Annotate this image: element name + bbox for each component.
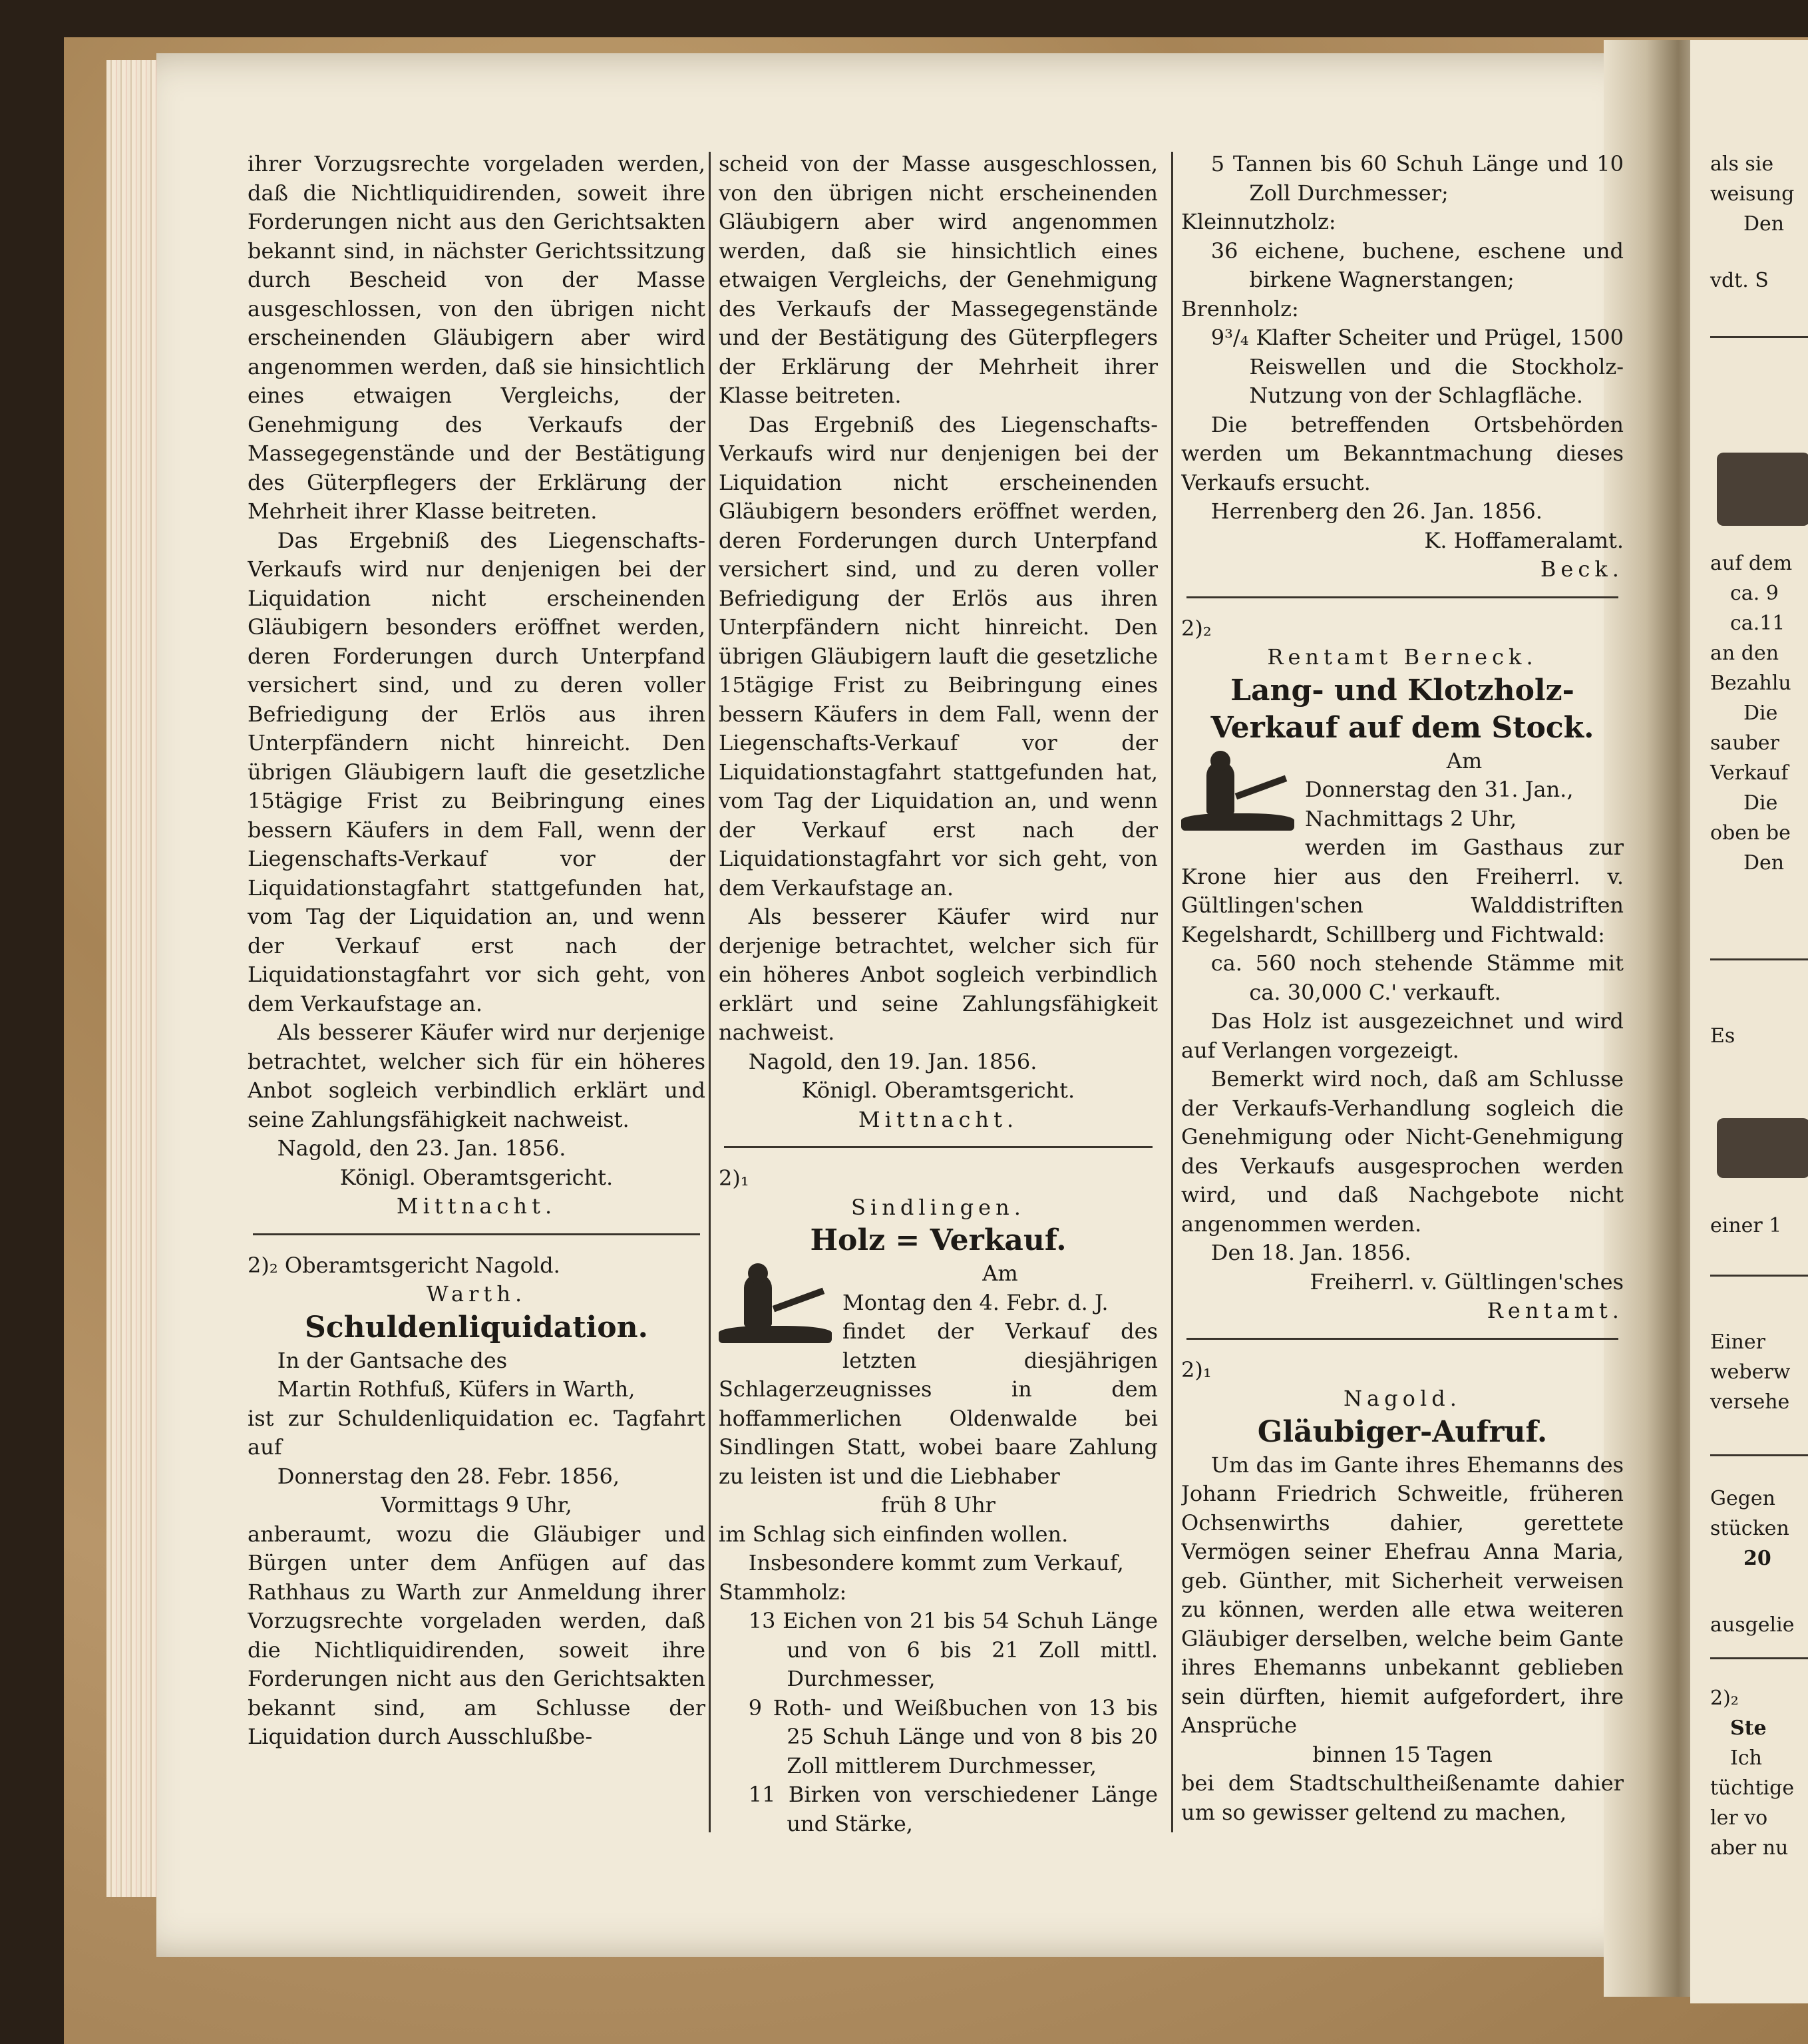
paragraph: ihrer Vorzugsrechte vorgeladen werden, daß die Nichtliquidirenden, soweit ihre Forderungen nicht aus den Gerichtsakten bekannt sind, in nächster Gerichtssitzung durch Bescheid von der Masse ausgeschlossen, von den übrigen nicht erscheinenden Gläubigern aber wird angenommen werden, daß sie hinsichtlich eines etwaigen Vergleichs, der Genehmigung des Verkaufs der Massegegenstände und der Bestätigung des Güterpflegers der Erklärung der Mehrheit ihrer Klasse beitreten. <box>248 151 705 524</box>
fragment-text: ca.11 <box>1730 612 1785 635</box>
section-divider <box>1186 1338 1618 1340</box>
office-line: Königl. Oberamtsgericht. <box>339 1164 614 1190</box>
fragment-rule <box>1710 1275 1808 1277</box>
paragraph: werden im Gasthaus zur Krone hier aus den Freiherrl. v. Gültlingen'schen Walddistriften Kegelshardt, Schillberg und Fichtwald: <box>1181 835 1624 947</box>
signature: Beck. <box>1540 556 1624 582</box>
section-divider <box>1186 596 1618 598</box>
notice-title: Lang- und Klotzholz-Verkauf auf dem Stock. <box>1210 673 1594 745</box>
paragraph: Martin Rothfuß, Küfers in Warth, <box>277 1376 635 1402</box>
column-divider <box>1171 152 1173 1832</box>
notice-title: Holz = Verkauf. <box>810 1223 1067 1257</box>
time-line: Nachmittags 2 Uhr, <box>1305 805 1517 831</box>
fragment-text: weisung <box>1710 182 1795 206</box>
fragment-text: Verkauf <box>1710 761 1789 785</box>
woodcutter-illustration <box>1181 751 1294 831</box>
paragraph: Um das im Gante ihres Ehemanns des Johann Friedrich Schweitle, früheren Ochsenwirths dahier, gerettete Vermögen seiner Ehefrau Anna Maria, geb. Günther, mit Sicherheit verweisen zu können, werden alle etwa weiteren Gläubiger derselben, welche beim Gante ihres Ehemanns unbekannt geblieben sein dürften, hiemit aufgefordert, ihre Ansprüche <box>1181 1452 1624 1738</box>
fragment-text: Einer <box>1710 1330 1765 1354</box>
office-line: Freiherrl. v. Gültlingen'sches <box>1310 1269 1624 1295</box>
signature: Mittnacht. <box>858 1106 1019 1132</box>
notice-number: 2)₂ <box>1181 615 1212 641</box>
fragment-text: Bezahlu <box>1710 672 1791 695</box>
fragment-text: aber nu <box>1710 1836 1789 1860</box>
fragment-text: oben be <box>1710 821 1791 845</box>
notice-place: Rentamt Berneck. <box>1267 644 1538 670</box>
fragment-text: auf dem <box>1710 552 1793 575</box>
list-item: ca. 560 noch stehende Stämme mit ca. 30,000 C.' verkauft. <box>1210 950 1624 1005</box>
next-page-fragment <box>1690 40 1808 2003</box>
notice-number: 2)₁ <box>1181 1356 1212 1382</box>
fragment-illustration <box>1717 1118 1808 1178</box>
time-line: binnen 15 Tagen <box>1312 1741 1493 1767</box>
fragment-rule <box>1710 1454 1808 1456</box>
paragraph: Kleinnutzholz: <box>1181 209 1336 234</box>
paragraph: findet der Verkauf des letzten diesjährigen Schlagerzeugnisses in dem hoffammerlichen Oldenwalde bei Sindlingen Statt, wobei baare Zahlung zu leisten ist und die Liebhaber <box>719 1319 1158 1489</box>
fragment-text: 20 <box>1743 1547 1771 1570</box>
list-item: 9³/₄ Klafter Scheiter und Prügel, 1500 Reiswellen und die Stockholz-Nutzung von der Schlagfläche. <box>1210 325 1624 408</box>
section-divider <box>253 1233 700 1235</box>
fragment-text: als sie <box>1710 152 1774 176</box>
signature: Rentamt. <box>1487 1298 1624 1323</box>
fragment-text: vdt. S <box>1710 269 1769 292</box>
column-3 <box>1181 150 1624 1894</box>
fragment-text: an den <box>1710 642 1779 665</box>
fragment-rule <box>1710 336 1808 338</box>
date-line: Donnerstag den 28. Febr. 1856, <box>277 1463 620 1489</box>
fragment-text: 2)₂ <box>1710 1687 1739 1710</box>
notice-place: Warth. <box>426 1281 527 1307</box>
fragment-text: Den <box>1743 212 1785 236</box>
paragraph: anberaumt, wozu die Gläubiger und Bürgen unter dem Anfügen auf das Rathhaus zu Warth zur Anmeldung ihrer Vorzugsrechte vorgeladen werden, daß die Nichtliquidirenden, soweit ihre Forderungen nicht aus den Gerichtsakten bekannt sind, am Schlusse der Liquidation durch Ausschlußbe- <box>248 1521 705 1749</box>
signature: Mittnacht. <box>396 1193 557 1219</box>
paragraph: Als besserer Käufer wird nur derjenige betrachtet, welcher sich für ein höheres Anbot sogleich verbindlich erklärt und seine Zahlungsfähigkeit nachweist. <box>248 1020 705 1132</box>
fragment-text: Gegen <box>1710 1487 1775 1510</box>
fragment-text: Ste <box>1730 1717 1767 1740</box>
paragraph: im Schlag sich einfinden wollen. <box>719 1521 1069 1547</box>
column-divider <box>709 152 711 1832</box>
notice-number: 2)₁ <box>719 1165 749 1191</box>
fragment-text: Die <box>1743 702 1778 725</box>
paragraph: Am <box>1446 747 1483 773</box>
paragraph: scheid von der Masse ausgeschlossen, von den übrigen nicht erscheinenden Gläubigern aber wird angenommen werden, daß sie hinsichtlich eines etwaigen Vergleichs, der Genehmigung des Verkaufs der Massegegenstände und der Bestätigung des Güterpflegers der Erklärung der Mehrheit ihrer Klasse beitreten. <box>719 151 1158 408</box>
paragraph: Brennholz: <box>1181 296 1299 321</box>
paragraph: Als besserer Käufer wird nur derjenige betrachtet, welcher sich für ein höheres Anbot sogleich verbindlich erklärt und seine Zahlungsfähigkeit nachweist. <box>719 904 1158 1045</box>
office-line: K. Hoffameralamt. <box>1424 527 1624 553</box>
section-divider <box>724 1146 1153 1148</box>
fragment-text: ca. 9 <box>1730 582 1779 605</box>
fragment-text: Die <box>1743 791 1778 815</box>
notice-place: Sindlingen. <box>851 1194 1025 1220</box>
woodcutter-illustration <box>719 1263 832 1343</box>
time-line: Vormittags 9 Uhr, <box>381 1492 572 1518</box>
paragraph: Das Ergebniß des Liegenschafts-Verkaufs wird nur denjenigen bei der Liquidation nicht erscheinenden Gläubigern besonders eröffnet werden, deren Forderungen durch Unterpfand versichert sind, und zu deren voller Befriedigung der Erlös aus ihren Unterpfändern nicht hinreicht. Den übrigen Gläubigern lauft die gesetzliche 15tägige Frist zu Beibringung eines bessern Käufers in dem Fall, wenn der Liegenschafts-Verkauf vor der Liquidationstagfahrt stattgefunden hat, vom Tag der Liquidation an, und wenn der Verkauf erst nach der Liquidationstagfahrt vor sich geht, von dem Verkaufstage an. <box>248 527 705 1016</box>
list-item: 5 Tannen bis 60 Schuh Länge und 10 Zoll Durchmesser; <box>1210 151 1624 206</box>
fragment-text: versehe <box>1710 1390 1790 1414</box>
fragment-text: Ich <box>1730 1746 1762 1770</box>
fragment-text: tüchtige <box>1710 1776 1795 1800</box>
fragment-text: Es <box>1710 1024 1735 1048</box>
paragraph: In der Gantsache des <box>277 1347 508 1373</box>
column-1 <box>248 150 705 1894</box>
fragment-text: Den <box>1743 851 1785 875</box>
date-line: Nagold, den 23. Jan. 1856. <box>277 1135 566 1161</box>
notice-number: 2)₂ Oberamtsgericht Nagold. <box>248 1252 560 1278</box>
time-line: früh 8 Uhr <box>881 1492 995 1518</box>
notice-place: Nagold. <box>1344 1386 1461 1411</box>
list-item: 9 Roth- und Weißbuchen von 13 bis 25 Schuh Länge und von 8 bis 20 Zoll mittlerem Durchmesser, <box>748 1695 1158 1778</box>
fragment-rule <box>1710 1657 1808 1659</box>
paragraph: ist zur Schuldenliquidation ec. Tagfahrt auf <box>248 1405 705 1460</box>
fragment-rule <box>1710 958 1808 960</box>
paragraph: Das Holz ist ausgezeichnet und wird auf Verlangen vorgezeigt. <box>1181 1008 1624 1063</box>
paragraph: Stammholz: <box>719 1579 847 1605</box>
office-line: Königl. Oberamtsgericht. <box>801 1078 1075 1103</box>
fragment-text: ler vo <box>1710 1806 1768 1830</box>
column-2 <box>719 150 1158 1894</box>
fragment-illustration <box>1717 453 1808 526</box>
date-line: Nagold, den 19. Jan. 1856. <box>748 1048 1037 1074</box>
notice-title: Schuldenliquidation. <box>305 1310 648 1344</box>
paragraph: Am <box>982 1261 1018 1286</box>
paragraph: Das Ergebniß des Liegenschafts-Verkaufs wird nur denjenigen bei der Liquidation nicht erscheinenden Gläubigern besonders eröffnet werden, deren Forderungen durch Unterpfand versichert sind, und zu deren voller Befriedigung der Erlös aus ihren Unterpfändern nicht hinreicht. Den übrigen Gläubigern lauft die gesetzliche 15tägige Frist zu Beibringung eines bessern Käufers in dem Fall, wenn der Liegenschafts-Verkauf vor der Liquidationstagfahrt stattgefunden hat, vom Tag der Liquidation an, und wenn der Verkauf erst nach der Liquidationstagfahrt vor sich geht, von dem Verkaufstage an. <box>719 411 1158 901</box>
paragraph: Bemerkt wird noch, daß am Schlusse der Verkaufs-Verhandlung sogleich die Genehmigung oder Nicht-Genehmigung des Verkaufs ausgesprochen werden wird, und daß Nachgebote nicht angenommen werden. <box>1181 1066 1624 1237</box>
list-item: 13 Eichen von 21 bis 54 Schuh Länge und von 6 bis 21 Zoll mittl. Durchmesser, <box>748 1608 1158 1691</box>
date-line: Herrenberg den 26. Jan. 1856. <box>1210 499 1542 524</box>
fragment-text: ausgelie <box>1710 1613 1795 1637</box>
list-item: 36 eichene, buchene, eschene und birkene Wagnerstangen; <box>1210 238 1624 292</box>
list-item: 11 Birken von verschiedener Länge und Stärke, <box>748 1782 1158 1836</box>
date-line: Den 18. Jan. 1856. <box>1210 1240 1411 1265</box>
date-line: Montag den 4. Febr. d. J. <box>842 1289 1109 1315</box>
paragraph: Die betreffenden Ortsbehörden werden um Bekanntmachung dieses Verkaufs ersucht. <box>1181 411 1624 495</box>
notice-title: Gläubiger-Aufruf. <box>1257 1414 1548 1449</box>
fragment-text: stücken <box>1710 1517 1789 1540</box>
fragment-text: einer 1 <box>1710 1214 1782 1237</box>
paragraph: bei dem Stadtschultheißenamte dahier um so gewisser geltend zu machen, <box>1181 1770 1624 1825</box>
fragment-text: sauber <box>1710 731 1779 755</box>
fragment-text: weberw <box>1710 1360 1791 1384</box>
date-line: Donnerstag den 31. Jan., <box>1305 777 1574 802</box>
paragraph: Insbesondere kommt zum Verkauf, <box>748 1550 1124 1575</box>
